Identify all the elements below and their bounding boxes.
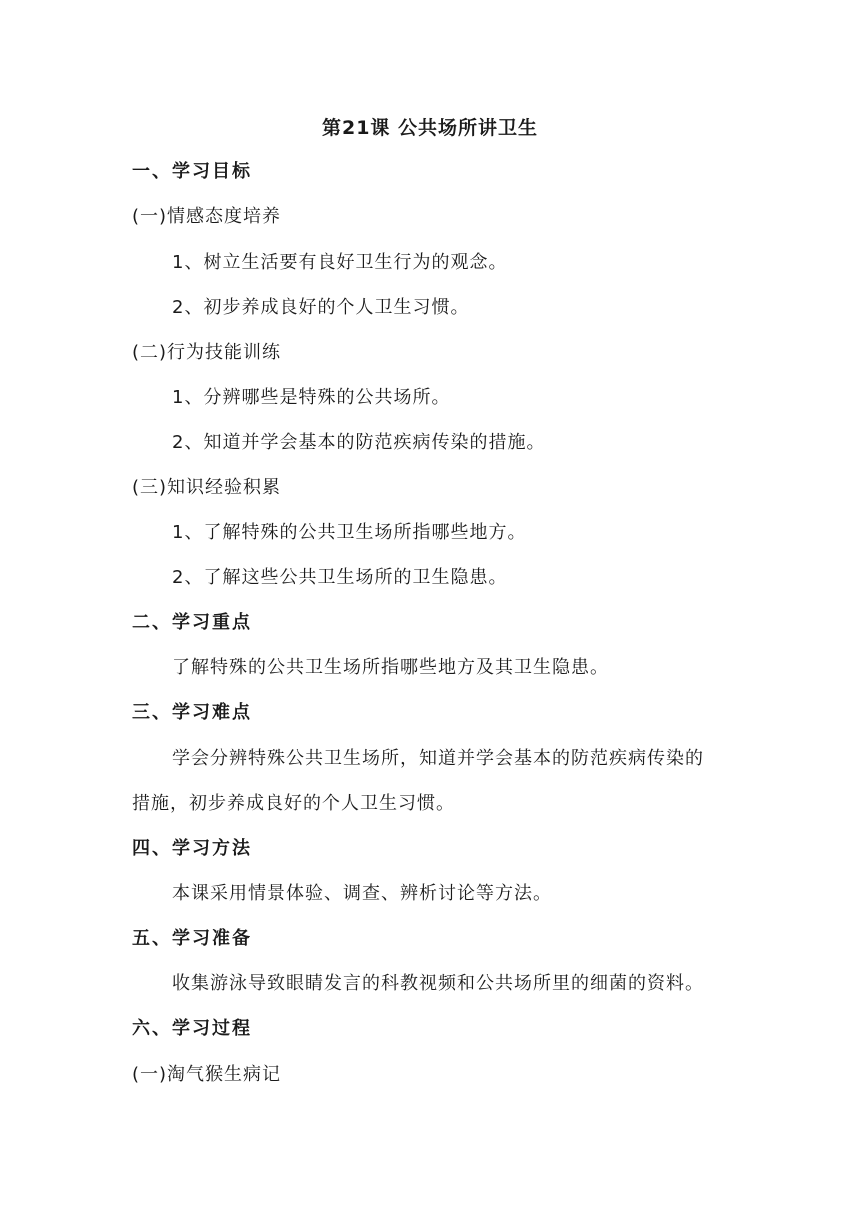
section-heading-process: 六、学习过程 (132, 1018, 252, 1039)
section-heading-preparation: 五、学习准备 (132, 928, 252, 949)
paragraph-preparation: 收集游泳导致眼睛发言的科教视频和公共场所里的细菌的资料。 (172, 973, 704, 994)
subheading-naughty-monkey: (一)淘气猴生病记 (132, 1064, 282, 1085)
paragraph-key-points: 了解特殊的公共卫生场所指哪些地方及其卫生隐患。 (172, 657, 609, 678)
subheading-behavior-skills: (二)行为技能训练 (132, 342, 282, 363)
section-heading-methods: 四、学习方法 (132, 838, 252, 859)
list-item: 1、树立生活要有良好卫生行为的观念。 (172, 252, 508, 273)
paragraph-difficulties-line1: 学会分辨特殊公共卫生场所，知道并学会基本的防范疾病传染的 (172, 748, 704, 769)
paragraph-difficulties-line2: 措施，初步养成良好的个人卫生习惯。 (132, 793, 455, 814)
paragraph-methods: 本课采用情景体验、调查、辨析讨论等方法。 (172, 883, 552, 904)
list-item: 2、初步养成良好的个人卫生习惯。 (172, 297, 470, 318)
list-item: 2、了解这些公共卫生场所的卫生隐患。 (172, 567, 508, 588)
list-item: 1、了解特殊的公共卫生场所指哪些地方。 (172, 522, 527, 543)
section-heading-key-points: 二、学习重点 (132, 612, 252, 633)
section-heading-objectives: 一、学习目标 (132, 161, 252, 182)
subheading-knowledge: (三)知识经验积累 (132, 477, 282, 498)
document-title: 第21课 公共场所讲卫生 (321, 117, 539, 139)
list-item: 1、分辨哪些是特殊的公共场所。 (172, 387, 451, 408)
subheading-emotional-attitude: (一)情感态度培养 (132, 206, 282, 227)
list-item: 2、知道并学会基本的防范疾病传染的措施。 (172, 432, 546, 453)
section-heading-difficulties: 三、学习难点 (132, 702, 252, 723)
